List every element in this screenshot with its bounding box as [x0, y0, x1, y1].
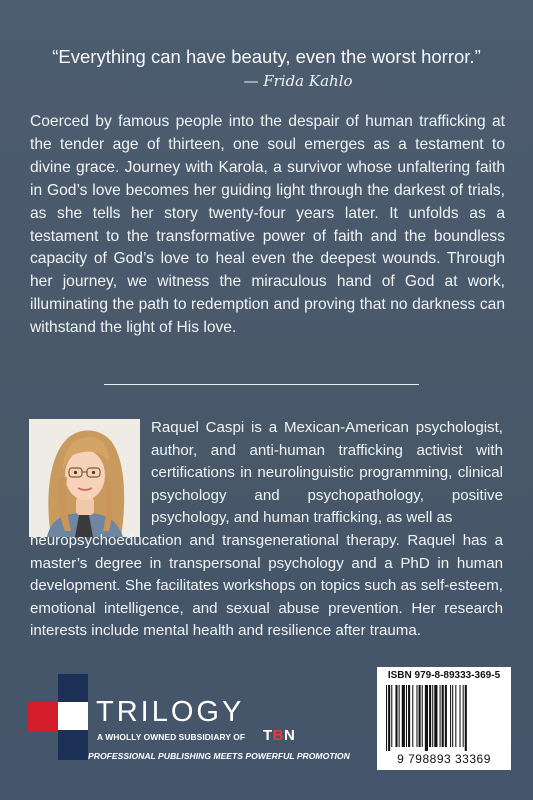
- barcode-bar: [425, 685, 428, 751]
- barcode-bar: [386, 685, 387, 751]
- barcode-bar: [440, 685, 441, 747]
- publisher-tagline: PROFESSIONAL PUBLISHING MEETS POWERFUL PROMOTION: [88, 751, 350, 761]
- barcode-bar: [399, 685, 400, 747]
- barcode-bar: [442, 685, 444, 747]
- author-bio-top: Raquel Caspi is a Mexican-American psychologist, author, and anti-human trafficking activist with certifications in neurolinguistic programming, clinical psychology and psychopathology, positive psychology, and human trafficking, as well as: [151, 419, 503, 527]
- barcode-bar: [465, 685, 467, 751]
- barcode-bar: [463, 685, 464, 747]
- barcode-bar: [432, 685, 433, 747]
- barcode-bar: [406, 685, 407, 747]
- logo-square-white: [58, 702, 88, 732]
- barcode-icon: [384, 685, 504, 751]
- book-description: Coerced by famous people into the despair of human trafficking at the tender age of thirteen, one soul emerges as a testament to divine grace. Journey with Karola, a survivor whose unfaltering faith in God’s love becomes her guiding light through the darkest of trials, as she tells her story twenty-four years later. It unfolds as a testament to the transformative power of faith and the boundless capacity of God’s love to heal even the deepest wounds. Through her journey, we witness the miraculous hand of God at work, illuminating the path to redemption and proving that no darkness can withstand the light of His love.: [30, 113, 505, 337]
- barcode-bar: [460, 685, 461, 747]
- epigraph-author: — Frida Kahlo: [243, 72, 353, 90]
- barcode-bar: [419, 685, 421, 747]
- barcode-bar: [429, 685, 431, 747]
- barcode-bar: [434, 685, 437, 747]
- barcode-bar: [395, 685, 397, 747]
- barcode-bar: [391, 685, 392, 747]
- barcode-bar: [408, 685, 410, 747]
- barcode-bar: [422, 685, 423, 747]
- author-portrait-image: [29, 419, 140, 537]
- barcode-bar: [445, 685, 447, 747]
- barcode-digits: 9 798893 33369: [397, 752, 491, 766]
- barcode-bar: [452, 685, 453, 747]
- tbn-logo-n: N: [284, 727, 296, 744]
- author-bio-bottom: neuropsychoeducation and transgenerational therapy. Raquel has a master’s degree in transpersonal psychology and a PhD in human development. She facilitates workshops on topics such as self-esteem, emotional intelligence, and sexual abuse prevention. Her research interests include mental health and resilience after trauma.: [30, 532, 503, 640]
- barcode-bar: [455, 685, 456, 747]
- epigraph-quote: “Everything can have beauty, even the worst horror.”: [52, 46, 481, 67]
- isbn-barcode-panel: [377, 667, 511, 770]
- barcode-bar: [402, 685, 405, 747]
- barcode-bar: [450, 685, 451, 747]
- isbn-number: ISBN 979-8-89333-369-5: [387, 670, 501, 681]
- barcode-bar: [416, 685, 417, 747]
- logo-square-red: [28, 702, 58, 732]
- section-divider: [104, 384, 419, 385]
- barcode-bar: [388, 685, 390, 751]
- barcode-bar: [412, 685, 413, 747]
- author-photo: [29, 419, 140, 537]
- tbn-logo: [263, 727, 295, 744]
- tbn-logo-b: B: [272, 727, 285, 744]
- logo-square-navy-bottom: [58, 730, 88, 760]
- publisher-subsidiary-note: A WHOLLY OWNED SUBSIDIARY OF: [97, 732, 246, 742]
- logo-square-navy-top: [58, 674, 88, 704]
- tbn-logo-t: T: [263, 727, 273, 744]
- publisher-name: TRILOGY: [96, 696, 245, 728]
